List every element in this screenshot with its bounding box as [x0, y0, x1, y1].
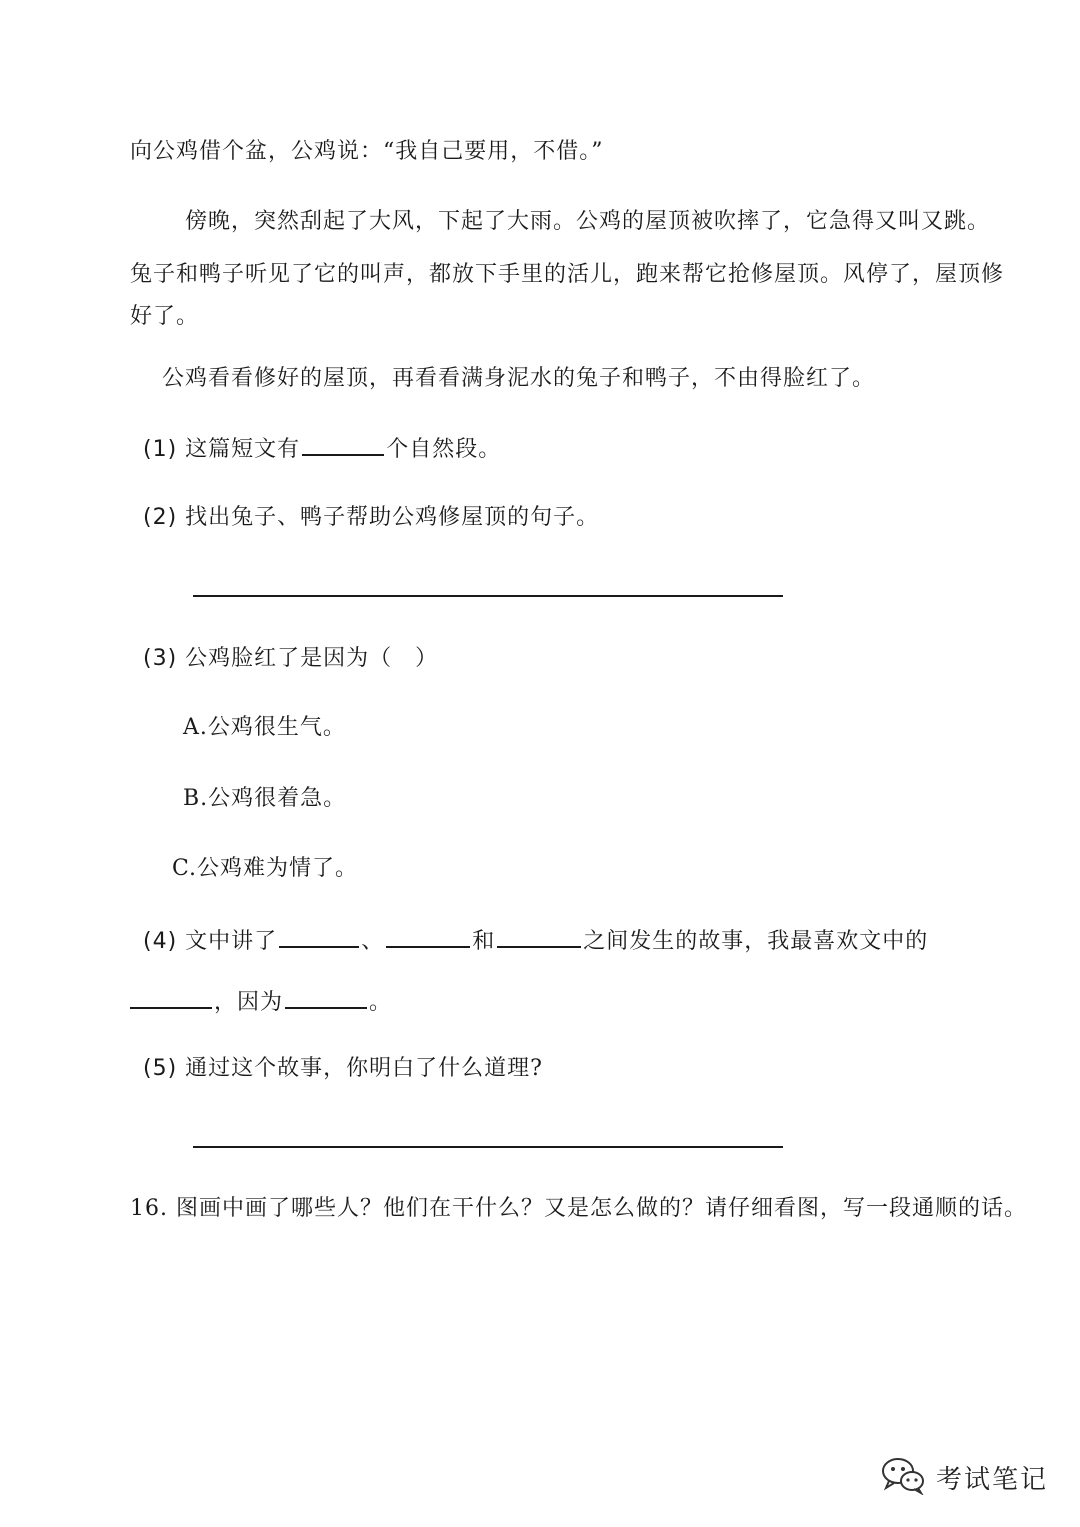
question-2-answer-line[interactable] [193, 595, 783, 597]
question-3-text: 公鸡脸红了是因为（ ） [185, 646, 439, 671]
question-2-text: 找出兔子、鸭子帮助公鸡修屋顶的句子。 [185, 505, 600, 530]
question-5-answer-line[interactable] [193, 1146, 783, 1148]
question-4-blank-4[interactable] [130, 985, 212, 1009]
question-4-number: (4) [143, 929, 178, 954]
question-3 [143, 644, 438, 674]
passage-para2-line-2: 兔子和鸭子听见了它的叫声，都放下手里的活儿，跑来帮它抢修屋顶。风停了，屋顶修 [130, 262, 1005, 287]
question-4-line-1 [143, 924, 928, 957]
passage-para3: 公鸡看看修好的屋顶，再看看满身泥水的兔子和鸭子，不由得脸红了。 [162, 366, 876, 391]
question-5-number: (5) [143, 1056, 178, 1081]
wechat-icon [880, 1455, 926, 1499]
question-1-number: (1) [143, 437, 178, 462]
question-4-text-5: ，因为 [214, 990, 284, 1015]
question-3-number: (3) [143, 646, 178, 671]
question-5 [143, 1054, 543, 1084]
question-3-option-a[interactable]: A.公鸡很生气。 [183, 715, 346, 740]
question-4-blank-5[interactable] [285, 985, 367, 1009]
question-2 [143, 503, 599, 533]
question-1-text-before: 这篇短文有 [185, 437, 301, 462]
watermark-text: 考试笔记 [936, 1464, 1049, 1495]
question-4-text-1: 文中讲了 [185, 929, 278, 954]
question-3-option-c[interactable]: C.公鸡难为情了。 [172, 856, 359, 881]
question-4-blank-3[interactable] [497, 924, 581, 948]
question-4-text-3: 和 [472, 929, 496, 954]
question-4-line-2 [130, 985, 392, 1018]
question-4-blank-1[interactable] [279, 924, 359, 948]
watermark [880, 1455, 1048, 1499]
question-4-text-4: 之间发生的故事，我最喜欢文中的 [583, 929, 929, 954]
question-1-text-after: 个自然段。 [386, 437, 502, 462]
question-4-text-6: 。 [369, 990, 393, 1015]
question-16: 16. 图画中画了哪些人？他们在干什么？又是怎么做的？请仔细看图，写一段通顺的话。 [130, 1196, 1027, 1221]
passage-para2-line-3: 好了。 [130, 304, 200, 329]
question-2-number: (2) [143, 505, 178, 530]
question-4-blank-2[interactable] [386, 924, 470, 948]
question-3-option-b[interactable]: B.公鸡很着急。 [183, 786, 347, 811]
question-4-text-2: 、 [361, 929, 385, 954]
passage-para2-line-1: 傍晚，突然刮起了大风，下起了大雨。公鸡的屋顶被吹摔了，它急得又叫又跳。 [185, 209, 991, 234]
question-1-blank[interactable] [302, 432, 384, 456]
passage-line-1: 向公鸡借个盆，公鸡说：“我自己要用，不借。” [130, 139, 604, 164]
question-1 [143, 432, 501, 465]
question-5-text: 通过这个故事，你明白了什么道理? [185, 1056, 543, 1081]
